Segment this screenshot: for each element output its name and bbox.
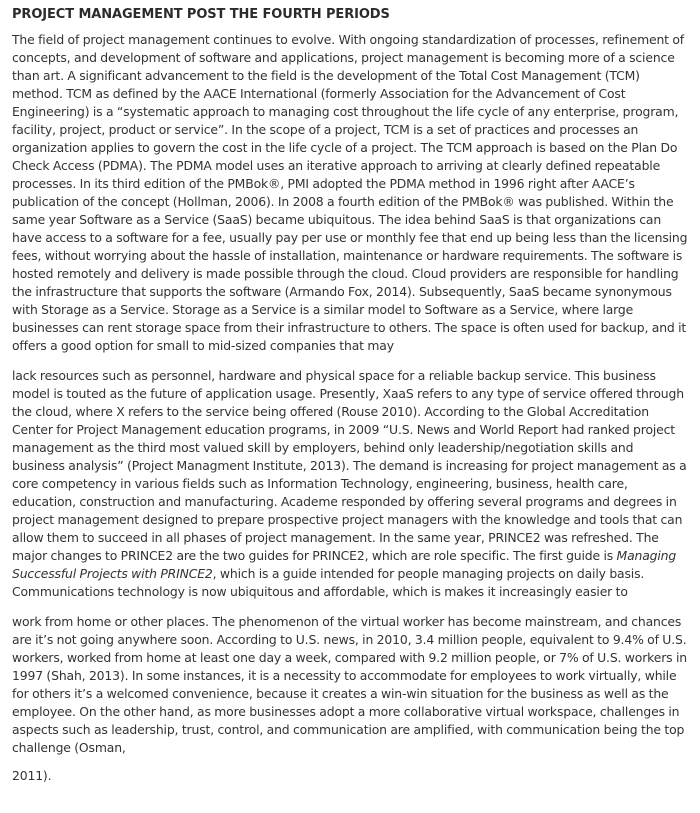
paragraph-2-text-end: , which is a guide intended for people managing projects on daily basis. Communications technology is now ubiquitous and affordable, which is makes it increasingly easier to xyxy=(12,566,645,599)
paragraph-tcm-saas: The field of project management continues to evolve. With ongoing standardization of processes, refinement of concepts, and development of software and applications, project management is becoming more of a science than art. A significant advancement to the field is the development of the Total Cost Management (TCM) method. TCM as defined by the AACE International (formerly Association for the Advancement of Cost Engineering) is a “systematic approach to managing cost throughout the life cycle of any enterprise, program, facility, project, product or service”. In the scope of a project, TCM is a set of practices and processes an organization applies to govern the cost in the life cycle of a project. The TCM approach is based on the Plan Do Check Access (PDMA). The PDMA model uses an iterative approach to arriving at clearly defined repeatable processes. In its third edition of the PMBok®, PMI adopted the PDMA method in 1996 right after AACE’s publication of the concept (Hollman, 2006). In 2008 a fourth edition of the PMBok® was published. Within the same year Software as a Service (SaaS) became ubiquitous. The idea behind SaaS is that organizations can have access to a software for a fee, usually pay per use or monthly fee that end up being less than the licensing fees, without worrying about the hassle of installation, maintenance or hardware requirements. The software is hosted remotely and delivery is made possible through the cloud. Cloud providers are responsible for handling the infrastructure that supports the software (Armando Fox, 2014). Subsequently, SaaS became synonymous with Storage as a Service. Storage as a Service is a similar model to Software as a Service, where large businesses can rent storage space from their infrastructure to others. The space is often used for backup, and it offers a good option for small to mid-sized companies that may xyxy=(12,32,688,353)
paragraph-virtual-worker: work from home or other places. The phenomenon of the virtual worker has become mainstream, and chances are it’s not going anywhere soon. According to U.S. news, in 2010, 3.4 million people, equivalent to 9.4% of U.S. workers, worked from home at least one day a week, compared with 9.2 million people, or 7% of U.S. workers in 1997 (Shah, 2013). In some instances, it is a necessity to accommodate for employees to work virtually, while for others it’s a welcomed convenience, because it creates a win-win situation for the business as well as the employee. On the other hand, as more businesses adopt a more collaborative virtual workspace, challenges in aspects such as leadership, trust, control, and communication are amplified, with communication being the top challenge (Osman, xyxy=(12,614,687,755)
paragraph-gap xyxy=(12,601,688,613)
paragraph-gap xyxy=(12,355,688,367)
paragraph-citation-year: 2011). xyxy=(12,768,52,783)
prince2-guide-title: Managing Successful Projects with PRINCE2 xyxy=(12,548,677,581)
document-title: PROJECT MANAGEMENT POST THE FOURTH PERIODS xyxy=(12,7,390,22)
paragraph-gap xyxy=(12,757,688,767)
paragraph-xaas-prince2 xyxy=(12,367,688,601)
document-page xyxy=(12,7,688,785)
paragraph-2-text-start: lack resources such as personnel, hardware and physical space for a reliable backup service. This business model is touted as the future of application usage. Presently, XaaS refers to any type of service offered through the cloud, where X refers to the service being offered (Rouse 2010). According to the Global Accreditation Center for Project Management education programs, in 2009 “U.S. News and World Report had ranked project management as the third most valued skill by employers, behind only leadership/negotiation skills and business analysis” (Project Managment Institute, 2013). The demand is increasing for project management as a core competency in various fields such as Information Technology, engineering, business, health care, education, construction and manufacturing. Academe responded by offering several programs and degrees in project management designed to prepare prospective project managers with the knowledge and tools that can allow them to succeed in all phases of project management. In the same year, PRINCE2 was refreshed. The major changes to PRINCE2 are the two guides for PRINCE2, which are role specific. The first guide is xyxy=(12,368,687,563)
